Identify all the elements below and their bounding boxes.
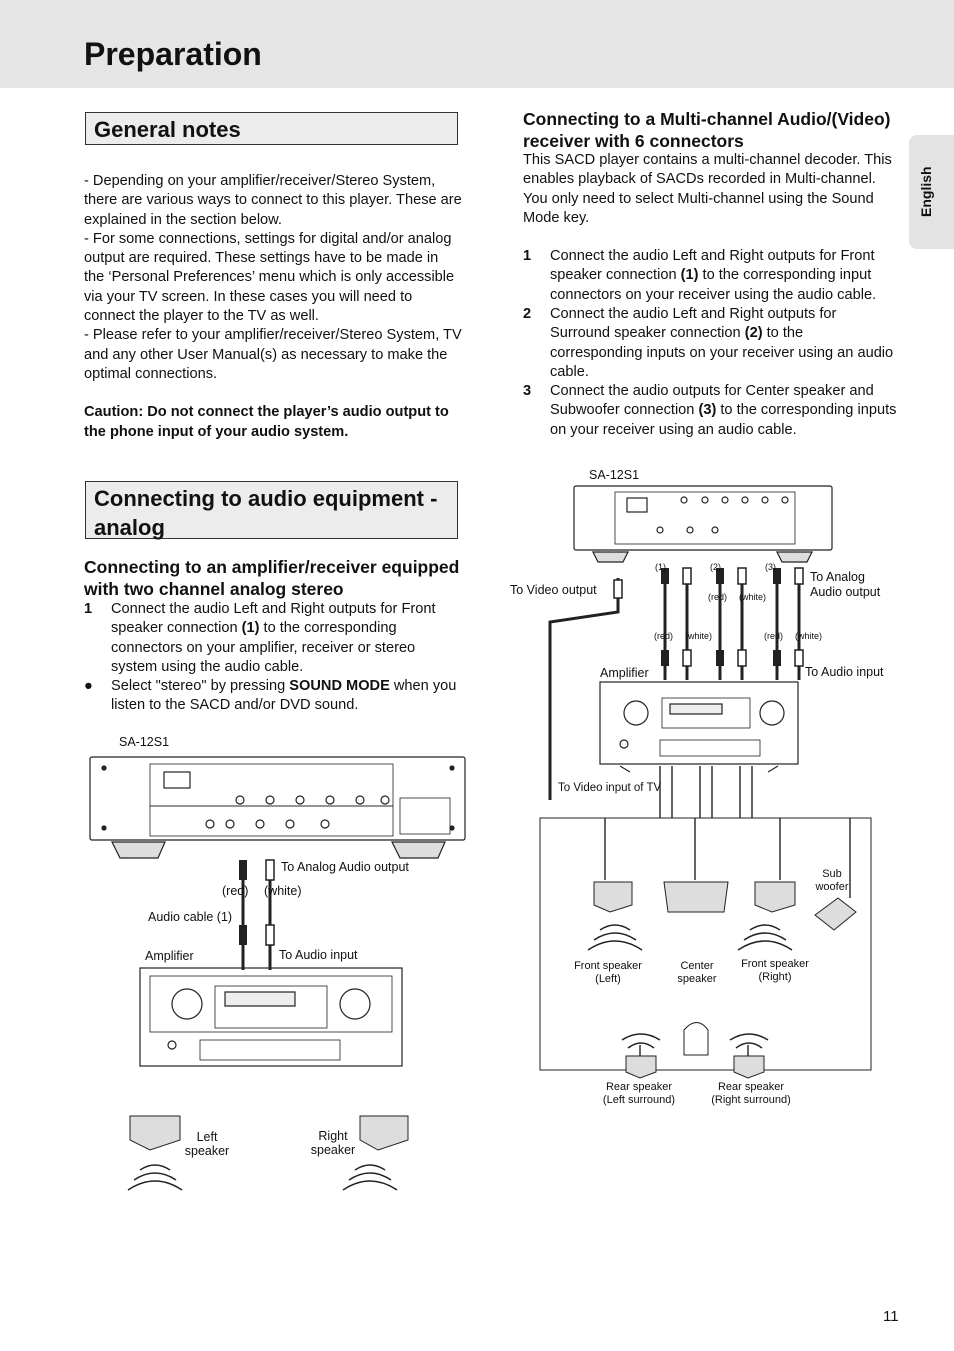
left-player-illustration xyxy=(90,757,465,858)
center-line-1: Center xyxy=(680,960,714,972)
analog-subheading: Connecting to an amplifier/receiver equipped with two channel analog stereo xyxy=(84,557,460,599)
right-amplifier-illustration xyxy=(600,682,798,772)
step-text: Connect the audio Left and Right outputs for Surround speaker connection xyxy=(550,306,837,342)
to-analog-label-2: Audio output xyxy=(810,585,881,599)
left-to-audio-input: To Audio input xyxy=(279,948,358,962)
multichannel-subheading: Connecting to a Multi-channel Audio/(Video) receiver with 6 connectors xyxy=(523,109,891,151)
analog-heading: Connecting to audio equipment - analog xyxy=(85,481,458,539)
left-speakers-illustration xyxy=(128,1116,408,1190)
right-speaker-label: Right speaker xyxy=(310,1129,356,1157)
step-number: 1 xyxy=(84,601,93,617)
right-amplifier-label: Amplifier xyxy=(600,666,649,680)
front-left-line-1: Front speaker xyxy=(574,960,642,972)
rear-right-label xyxy=(702,1081,800,1107)
step-ref: (1) xyxy=(680,267,699,284)
front-right-line-1: Front speaker xyxy=(741,958,809,970)
left-amplifier-label: Amplifier xyxy=(145,949,194,963)
mid-white-label: (white) xyxy=(739,592,767,602)
rear-left-label xyxy=(594,1081,684,1107)
rear-left-line-1: Rear speaker xyxy=(605,1081,673,1093)
bullet-key: SOUND MODE xyxy=(289,678,390,694)
front-left-label xyxy=(566,960,650,986)
front-right-line-2: (Right) xyxy=(758,971,792,983)
front-right-label xyxy=(733,958,817,984)
video-cable xyxy=(550,578,622,800)
general-notes-para-3: - Please refer to your amplifier/receiver/Stereo System, TV and any other User Manual(s) as necessary to make the optimal connections. xyxy=(84,327,462,382)
general-notes-para-1: - Depending on your amplifier/receiver/Stereo System, there are various ways to connect to this player. These are explained in the section below. xyxy=(84,173,462,228)
left-white-label: (white) xyxy=(264,884,302,898)
left-red-label-2: (red) xyxy=(654,631,674,641)
step-text: to the corresponding input connectors on your receiver using the audio cable. xyxy=(550,267,877,303)
right-to-audio-input: To Audio input xyxy=(805,665,884,679)
rear-right-line-2: (Right surround) xyxy=(711,1094,791,1106)
left-audio-cable xyxy=(239,860,274,970)
step-ref: (1) xyxy=(241,620,260,637)
left-white-label-2: (white) xyxy=(685,631,713,641)
step-number: 3 xyxy=(523,383,532,399)
rear-right-line-1: Rear speaker xyxy=(717,1081,785,1093)
center-speaker-label xyxy=(670,960,724,986)
connector-2-label: (2) xyxy=(710,562,721,572)
to-video-input-tv: To Video input of TV xyxy=(558,782,662,794)
right-player-label: SA-12S1 xyxy=(589,468,640,482)
general-notes-heading: General notes xyxy=(85,112,458,145)
front-left-line-2: (Left) xyxy=(595,973,621,985)
to-video-output: To Video output xyxy=(510,583,597,597)
left-to-analog-output: To Analog Audio output xyxy=(281,860,409,874)
sub-line-2: woofer xyxy=(815,881,849,893)
bullet-text: Select "stereo" by pressing xyxy=(111,678,290,694)
step-ref: (2) xyxy=(744,325,763,342)
subwoofer-label xyxy=(808,868,856,894)
center-line-2: speaker xyxy=(677,973,717,985)
left-speaker-label: Left speaker xyxy=(184,1130,230,1158)
left-audio-cable-label: Audio cable (1) xyxy=(148,910,233,924)
left-red-label: (red) xyxy=(222,884,249,898)
step-ref: (3) xyxy=(698,402,717,419)
mid-red-label: (red) xyxy=(708,592,728,602)
step-text: to the corresponding inputs on your receiver using an audio cable. xyxy=(550,325,894,380)
general-notes-para-2: - For some connections, settings for digital and/or analog output are required. These settings have to be made in the ‘Personal Preferences’ menu which is only accessible via your TV screen. In these cases you will need to connect the player to the TV as well. xyxy=(84,230,455,325)
right-red-label-2: (red) xyxy=(764,631,784,641)
to-analog-label-1: To Analog xyxy=(810,570,865,584)
page-number: 11 xyxy=(883,1308,899,1325)
step-text: to the corresponding connectors on your amplifier, receiver or stereo system using the audio cable. xyxy=(111,620,416,675)
right-audio-cables xyxy=(661,568,803,680)
bullet-mark: ● xyxy=(84,678,93,694)
right-player-illustration xyxy=(574,486,832,562)
step-text: Connect the audio Left and Right outputs for Front speaker connection xyxy=(111,601,436,637)
rear-left-line-2: (Left surround) xyxy=(602,1094,676,1106)
right-white-label-2: (white) xyxy=(795,631,823,641)
connector-1-label: (1) xyxy=(655,562,666,572)
step-text: to the corresponding inputs on your receiver using an audio cable. xyxy=(550,402,897,438)
page-title: Preparation xyxy=(84,36,262,72)
step-number: 2 xyxy=(523,306,532,322)
step-text: Connect the audio Left and Right outputs for Front speaker connection xyxy=(550,248,875,284)
connector-3-label: (3) xyxy=(765,562,776,572)
bullet-text: when you listen to the SACD and/or DVD sound. xyxy=(111,678,457,714)
step-text: Connect the audio outputs for Center speaker and Subwoofer connection xyxy=(550,383,874,419)
step-number: 1 xyxy=(523,248,532,264)
sub-line-1: Sub xyxy=(822,868,842,880)
left-player-label: SA-12S1 xyxy=(119,735,170,749)
caution-text: Caution: Do not connect the player’s audio output to the phone input of your audio system. xyxy=(84,404,449,440)
language-tab-label: English xyxy=(918,166,934,217)
left-amplifier-illustration xyxy=(140,968,402,1066)
multichannel-intro: This SACD player contains a multi-channel decoder. This enables playback of SACDs recorded in Multi-channel. You only need to select Multi-channel using the Sound Mode key. xyxy=(523,152,892,226)
